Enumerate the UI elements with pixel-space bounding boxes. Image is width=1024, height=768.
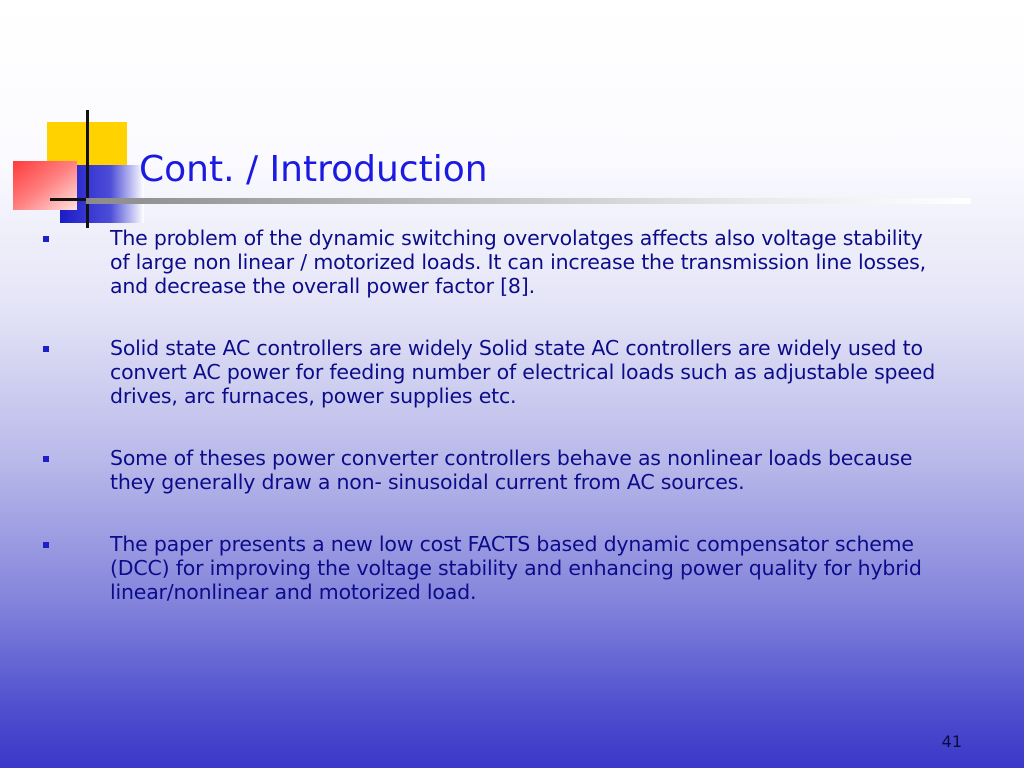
bullet-text: The paper presents a new low cost FACTS based dynamic compensator scheme (DCC) for improving the voltage stability and enhancing power quality for hybrid linear/nonlinear and motorized load.	[110, 532, 922, 604]
page-number: 41	[941, 732, 962, 751]
slide-title: Cont. / Introduction	[139, 149, 488, 190]
bullet-item	[40, 446, 940, 494]
bullet-item	[40, 226, 940, 298]
bullet-text: Some of theses power converter controllers behave as nonlinear loads because they generally draw a non- sinusoidal current from AC sources.	[110, 446, 913, 494]
square-bullet-icon	[43, 236, 49, 242]
logo-vertical-line	[86, 110, 89, 228]
bullet-text: The problem of the dynamic switching overvolatges affects also voltage stability of large non linear / motorized loads. It can increase the transmission line losses, and decrease the overall power factor [8].	[110, 226, 926, 298]
square-bullet-icon	[43, 456, 49, 462]
logo-red-square	[13, 161, 77, 210]
bullet-list	[40, 226, 940, 604]
colored-squares-logo-icon	[0, 0, 160, 240]
bullet-item	[40, 336, 940, 408]
title-underline-rule	[86, 198, 971, 204]
bullet-text: Solid state AC controllers are widely Solid state AC controllers are widely used to convert AC power for feeding number of electrical loads such as adjustable speed drives, arc furnaces, power supplies etc.	[110, 336, 936, 408]
bullet-item	[40, 532, 940, 604]
square-bullet-icon	[43, 542, 49, 548]
square-bullet-icon	[43, 346, 49, 352]
